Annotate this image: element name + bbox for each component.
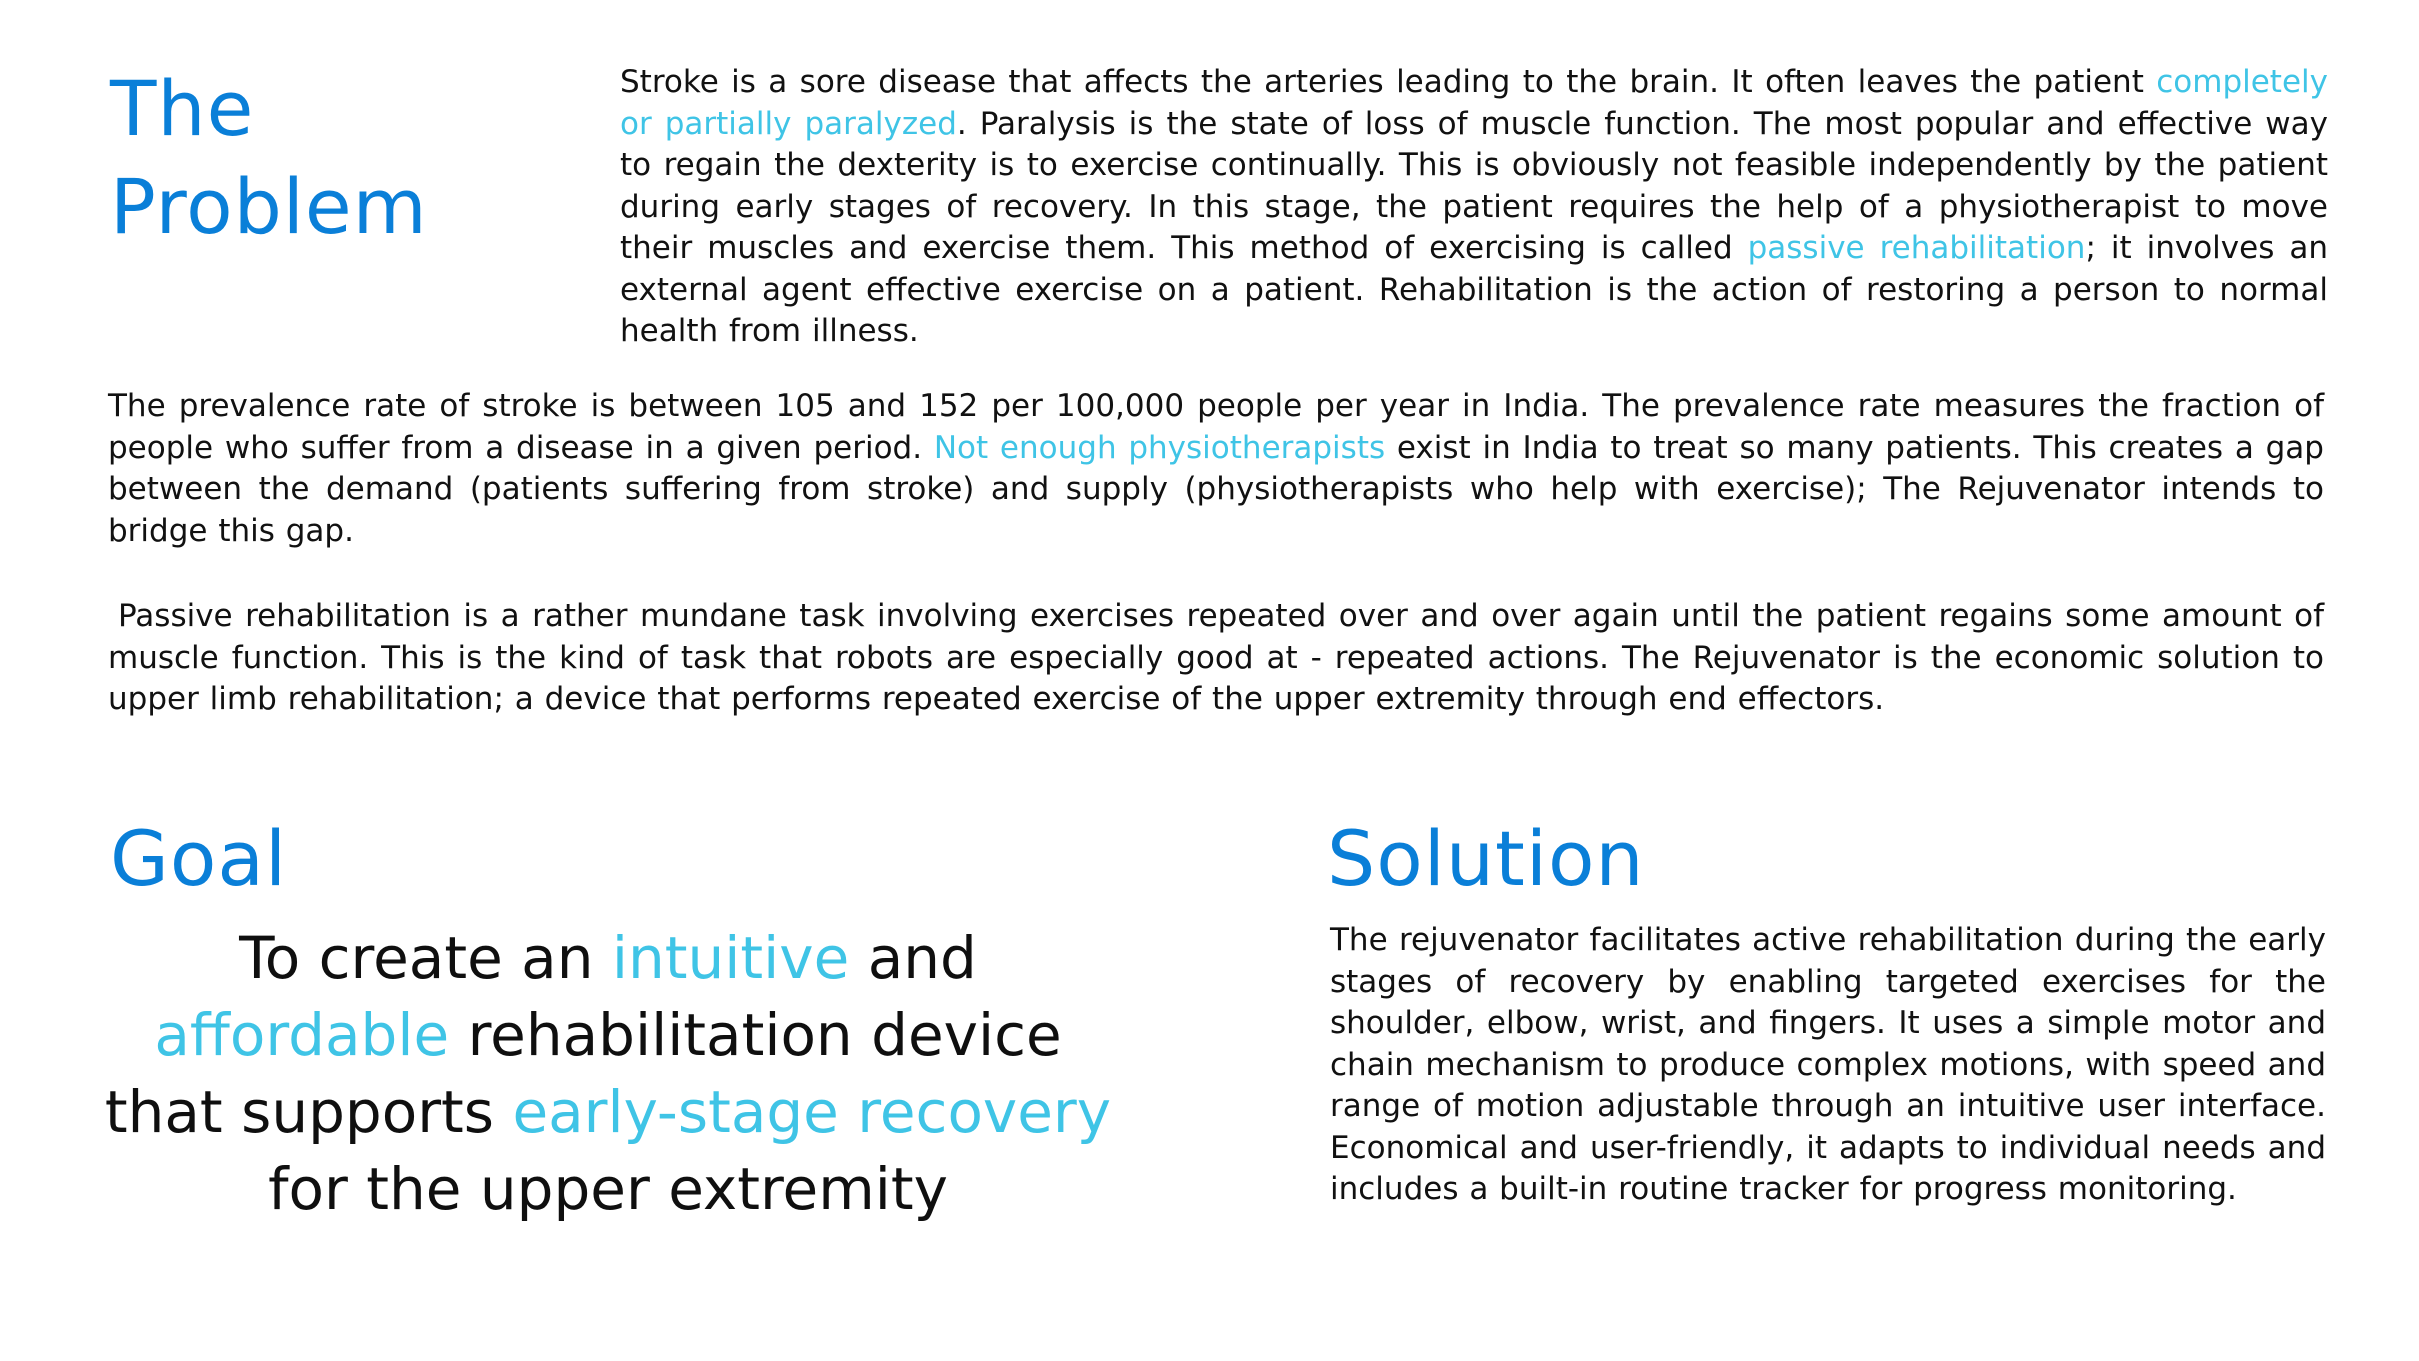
problem-p1-text-c: ; it involves an external agent effective exercise on a patient. Rehabilitation is the action of restoring a person to normal health from illness. xyxy=(620,230,2328,349)
goal-text-4: for the upper extremity xyxy=(268,1155,948,1223)
highlight-passive-rehabilitation: passive rehabilitation xyxy=(1747,230,2086,266)
problem-p1-text-a: Stroke is a sore disease that affects the arteries leading to the brain. It often leaves the patient xyxy=(620,64,2157,100)
goal-text-3: rehabilitation device that supports xyxy=(104,1001,1062,1146)
problem-p3-text: Passive rehabilitation is a rather mundane task involving exercises repeated over and over again until the patient regains some amount of muscle function. This is the kind of task that robots are especially good at - repeated actions. The Rejuvenator is the economic solution to upper limb rehabilitation; a device that performs repeated exercise of the upper extremity through end effectors. xyxy=(108,598,2324,717)
problem-heading-line2: Problem xyxy=(110,162,428,251)
problem-heading-line1: The xyxy=(110,64,255,153)
solution-heading: Solution xyxy=(1327,814,1645,903)
highlight-affordable: affordable xyxy=(154,1001,450,1069)
goal-heading: Goal xyxy=(110,814,288,903)
goal-text-2: and xyxy=(849,924,977,992)
problem-p2-text-b: exist in India to treat so many patients. This creates a gap between the demand (patients suffering from stroke) and supply (physiotherapists who help with exercise); The Rejuvenator intends to bridge this gap. xyxy=(108,429,2324,549)
solution-text: The rejuvenator facilitates active rehabilitation during the early stages of recovery by enabling targeted exercises for the shoulder, elbow, wrist, and fingers. It uses a simple motor and chain mechanism to produce complex motions, with speed and range of motion adjustable through an intuitive user interface. Economical and user-friendly, it adapts to individual needs and includes a built-in routine tracker for progress monitoring. xyxy=(1330,922,2326,1207)
goal-text-1: To create an xyxy=(239,924,612,992)
problem-paragraph-1 xyxy=(620,62,2328,353)
solution-paragraph xyxy=(1330,920,2326,1211)
highlight-intuitive: intuitive xyxy=(611,924,850,992)
highlight-early-stage-recovery: early-stage recovery xyxy=(512,1078,1112,1146)
goal-statement xyxy=(100,920,1116,1228)
problem-p2-text-a: The prevalence rate of stroke is between 105 and 152 per 100,000 people per year in India. The prevalence rate measures the fraction of people who suffer from a disease in a given period. xyxy=(108,388,2324,466)
highlight-paralyzed: completely or partially paralyzed xyxy=(620,64,2328,142)
highlight-physiotherapists: Not enough physiotherapists xyxy=(933,429,1386,466)
problem-heading xyxy=(110,60,428,256)
problem-paragraph-2 xyxy=(108,386,2324,552)
problem-p1-text-b: . Paralysis is the state of loss of muscle function. The most popular and effective way to regain the dexterity is to exercise continually. This is obviously not feasible independently by the patient during early stages of recovery. In this stage, the patient requires the help of a physiotherapist to move their muscles and exercise them. This method of exercising is called xyxy=(620,105,2329,266)
problem-paragraph-3 xyxy=(108,596,2324,721)
